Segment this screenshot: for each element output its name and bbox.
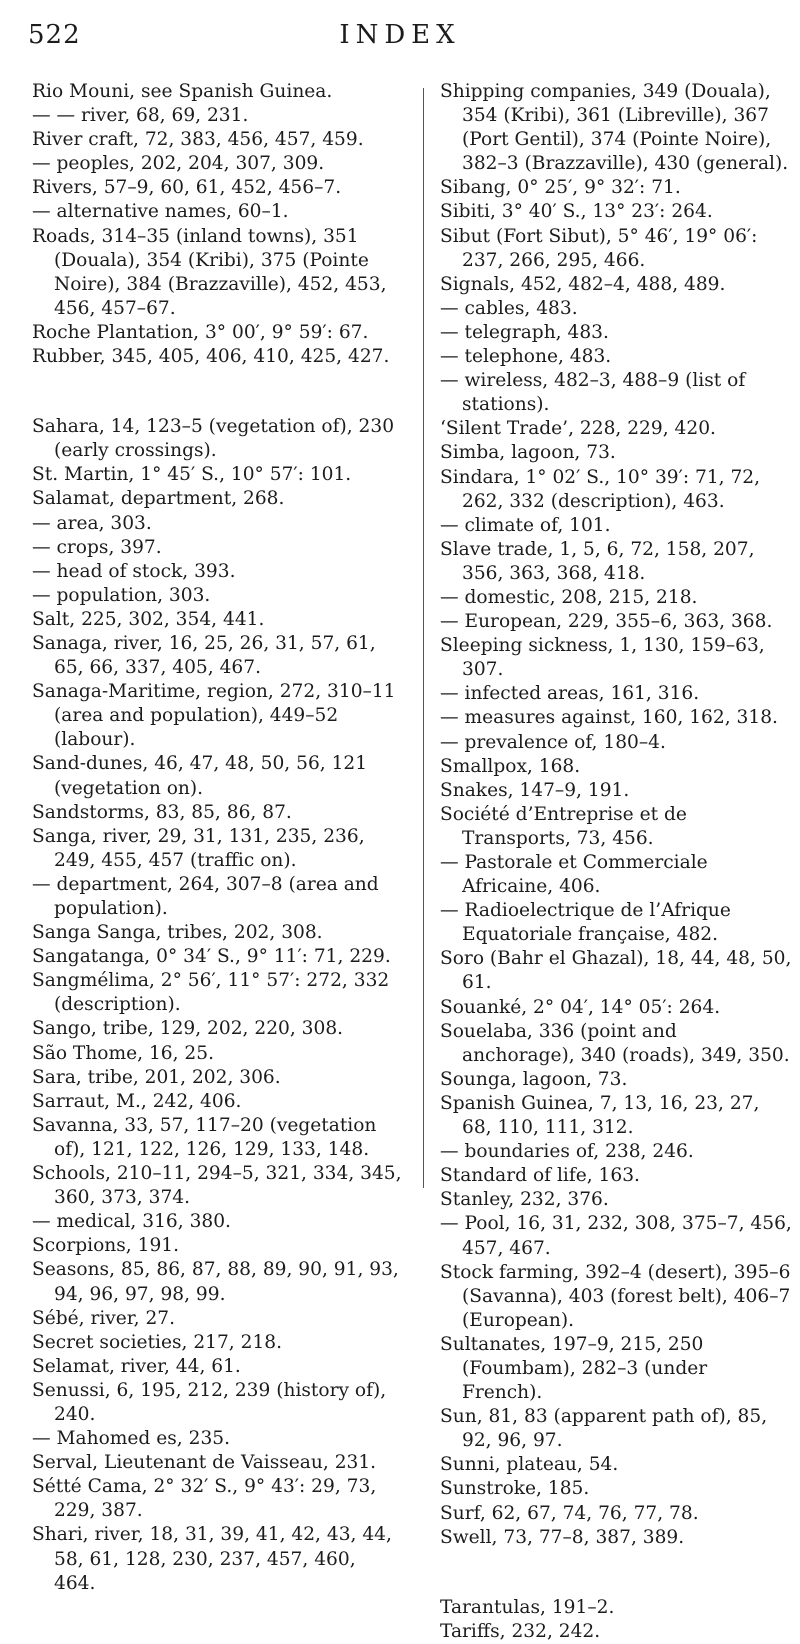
index-entry: Sarraut, M., 242, 406.	[32, 1090, 242, 1112]
index-entry: Salamat, department, 268.	[32, 488, 285, 510]
index-entry: Shari, river, 18, 31, 39, 41, 42, 43, 44, 58, 61, 128, 230, 237, 457, 460, 464.	[32, 1524, 392, 1594]
index-entry: Stock farming, 392–4 (desert), 395–6 (Savanna), 403 (forest belt), 406–7 (European).	[440, 1261, 791, 1331]
index-entry: Sand-dunes, 46, 47, 48, 50, 56, 121 (vegetation on).	[32, 753, 368, 799]
index-entry: — medical, 316, 380.	[32, 1211, 231, 1233]
index-entry: — boundaries of, 238, 246.	[440, 1141, 694, 1163]
index-entry: Spanish Guinea, 7, 13, 16, 23, 27, 68, 110, 111, 312.	[440, 1092, 760, 1139]
letter-gap	[32, 369, 402, 415]
index-entry: Sunstroke, 185.	[440, 1478, 590, 1500]
index-entry: Senussi, 6, 195, 212, 239 (history of), 240.	[32, 1379, 387, 1425]
index-entry: — area, 303.	[32, 512, 152, 534]
index-entry: Signals, 452, 482–4, 488, 489.	[440, 273, 726, 295]
index-entry: — Pool, 16, 31, 232, 308, 375–7, 456, 457, 467.	[440, 1213, 792, 1259]
page-number: 522	[28, 20, 81, 50]
index-entry: Rubber, 345, 405, 406, 410, 425, 427.	[32, 346, 390, 368]
index-entry: — population, 303.	[32, 584, 211, 606]
index-entry: Salt, 225, 302, 354, 441.	[32, 608, 265, 630]
index-entry: Tarantulas, 191–2.	[440, 1596, 615, 1618]
index-entry: — telephone, 483.	[440, 346, 612, 368]
index-entry: Sounga, lagoon, 73.	[440, 1068, 628, 1090]
index-entry: Rio Mouni, see Spanish Guinea.	[32, 81, 333, 102]
page-title: INDEX	[339, 20, 461, 50]
index-entry: Sindara, 1° 02′ S., 10° 39′: 71, 72, 262, 332 (description), 463.	[440, 466, 761, 512]
index-entry: — measures against, 160, 162, 318.	[440, 707, 778, 729]
index-entry: — prevalence of, 180–4.	[440, 731, 666, 753]
index-entry: Sun, 81, 83 (apparent path of), 85, 92, 96, 97.	[440, 1406, 768, 1452]
index-entry: Sébé, river, 27.	[32, 1307, 176, 1329]
index-entry: Surf, 62, 67, 74, 76, 77, 78.	[440, 1502, 699, 1524]
index-entry: Sangmélima, 2° 56′, 11° 57′: 272, 332 (description).	[32, 970, 390, 1016]
index-entry: Sanaga, river, 16, 25, 26, 31, 57, 61, 65, 66, 337, 405, 467.	[32, 632, 376, 679]
index-entry: Roads, 314–35 (inland towns), 351 (Douala), 354 (Kribi), 375 (Pointe Noire), 384 (Brazzaville), 452, 453, 456, 457–67.	[32, 225, 387, 319]
index-entry: Sara, tribe, 201, 202, 306.	[32, 1066, 281, 1088]
index-entry: Selamat, river, 44, 61.	[32, 1355, 241, 1377]
index-entry: Sanga, river, 29, 31, 131, 235, 236, 249, 455, 457 (traffic on).	[32, 825, 365, 871]
index-entry: — department, 264, 307–8 (area and population).	[32, 873, 379, 919]
index-entry: — Radioelectrique de l’Afrique Equatoriale française, 482.	[440, 900, 731, 946]
index-entry: Sleeping sickness, 1, 130, 159–63, 307.	[440, 635, 765, 681]
index-entry: — European, 229, 355–6, 363, 368.	[440, 611, 773, 633]
index-entry: — wireless, 482–3, 488–9 (list of stations).	[440, 370, 746, 416]
index-entry: Tariffs, 232, 242.	[440, 1620, 601, 1642]
index-entry: Souelaba, 336 (point and anchorage), 340 (roads), 349, 350.	[440, 1020, 790, 1066]
index-entry: Swell, 73, 77–8, 387, 389.	[440, 1526, 685, 1548]
index-entry: — peoples, 202, 204, 307, 309.	[32, 153, 325, 175]
index-entry: Schools, 210–11, 294–5, 321, 334, 345, 360, 373, 374.	[32, 1163, 402, 1209]
index-entry: — cables, 483.	[440, 297, 578, 319]
index-entry: Sangatanga, 0° 34′ S., 9° 11′: 71, 229.	[32, 946, 391, 968]
index-entry: Seasons, 85, 86, 87, 88, 89, 90, 91, 93, 94, 96, 97, 98, 99.	[32, 1259, 399, 1305]
index-entry: — climate of, 101.	[440, 514, 611, 536]
index-entry: Slave trade, 1, 5, 6, 72, 158, 207, 356, 363, 368, 418.	[440, 538, 755, 584]
index-entry: Snakes, 147–9, 191.	[440, 779, 630, 801]
index-entry: Scorpions, 191.	[32, 1235, 180, 1257]
index-entry: Roche Plantation, 3° 00′, 9° 59′: 67.	[32, 321, 369, 343]
index-entry: — alternative names, 60–1.	[32, 201, 289, 223]
page-header	[28, 20, 772, 60]
index-entry: Sandstorms, 83, 85, 86, 87.	[32, 801, 292, 823]
index-entry: Sanaga-Maritime, region, 272, 310–11 (area and population), 449–52 (labour).	[32, 681, 396, 751]
index-entry: Sahara, 14, 123–5 (vegetation of), 230 (early crossings).	[32, 416, 395, 462]
index-entry: — Pastorale et Commerciale Africaine, 406.	[440, 852, 708, 898]
index-entry: Sanga Sanga, tribes, 202, 308.	[32, 922, 323, 944]
right-column	[440, 80, 792, 1644]
index-entry: Sétté Cama, 2° 32′ S., 9° 43′: 29, 73, 229, 387.	[32, 1476, 377, 1522]
index-entry: Souanké, 2° 04′, 14° 05′: 264.	[440, 996, 721, 1018]
index-entry: — infected areas, 161, 316.	[440, 683, 700, 705]
index-entry: São Thome, 16, 25.	[32, 1042, 215, 1064]
index-entry: Savanna, 33, 57, 117–20 (vegetation of), 121, 122, 126, 129, 133, 148.	[32, 1114, 377, 1160]
index-entry: St. Martin, 1° 45′ S., 10° 57′: 101.	[32, 464, 352, 486]
index-entry: Soro (Bahr el Ghazal), 18, 44, 48, 50, 61.	[440, 948, 792, 994]
index-entry: Société d’Entreprise et de Transports, 73, 456.	[440, 803, 687, 849]
index-entry: — telegraph, 483.	[440, 321, 609, 343]
index-entry: — Mahomed es, 235.	[32, 1428, 231, 1450]
index-entry: — — river, 68, 69, 231.	[32, 105, 249, 127]
index-entry: — crops, 397.	[32, 536, 162, 558]
index-entry: River craft, 72, 383, 456, 457, 459.	[32, 129, 364, 151]
index-entry: Serval, Lieutenant de Vaisseau, 231.	[32, 1452, 377, 1474]
index-entry: Sibang, 0° 25′, 9° 32′: 71.	[440, 177, 681, 199]
index-entry: Sultanates, 197–9, 215, 250 (Foumbam), 282–3 (under French).	[440, 1333, 708, 1404]
index-entry: Simba, lagoon, 73.	[440, 442, 616, 464]
index-entry: Secret societies, 217, 218.	[32, 1331, 283, 1353]
column-divider	[423, 88, 424, 1188]
index-entry: Smallpox, 168.	[440, 755, 581, 777]
index-entry: Sango, tribe, 129, 202, 220, 308.	[32, 1018, 344, 1040]
index-entry: Standard of life, 163.	[440, 1165, 640, 1187]
index-entry: Shipping companies, 349 (Douala), 354 (Kribi), 361 (Libreville), 367 (Port Gentil), 374 (Pointe Noire), 382–3 (Brazzaville), 430 (general).	[440, 81, 789, 175]
index-entry: Stanley, 232, 376.	[440, 1189, 609, 1211]
index-entry: — domestic, 208, 215, 218.	[440, 586, 698, 608]
index-entry: ‘Silent Trade’, 228, 229, 420.	[440, 418, 716, 440]
letter-gap	[440, 1550, 792, 1596]
index-entry: Sibiti, 3° 40′ S., 13° 23′: 264.	[440, 201, 713, 223]
index-entry: Rivers, 57–9, 60, 61, 452, 456–7.	[32, 177, 342, 199]
index-entry: Sunni, plateau, 54.	[440, 1454, 619, 1476]
index-entry: — head of stock, 393.	[32, 560, 236, 582]
index-entry: Sibut (Fort Sibut), 5° 46′, 19° 06′: 237, 266, 295, 466.	[440, 225, 758, 271]
left-column	[32, 80, 402, 1596]
